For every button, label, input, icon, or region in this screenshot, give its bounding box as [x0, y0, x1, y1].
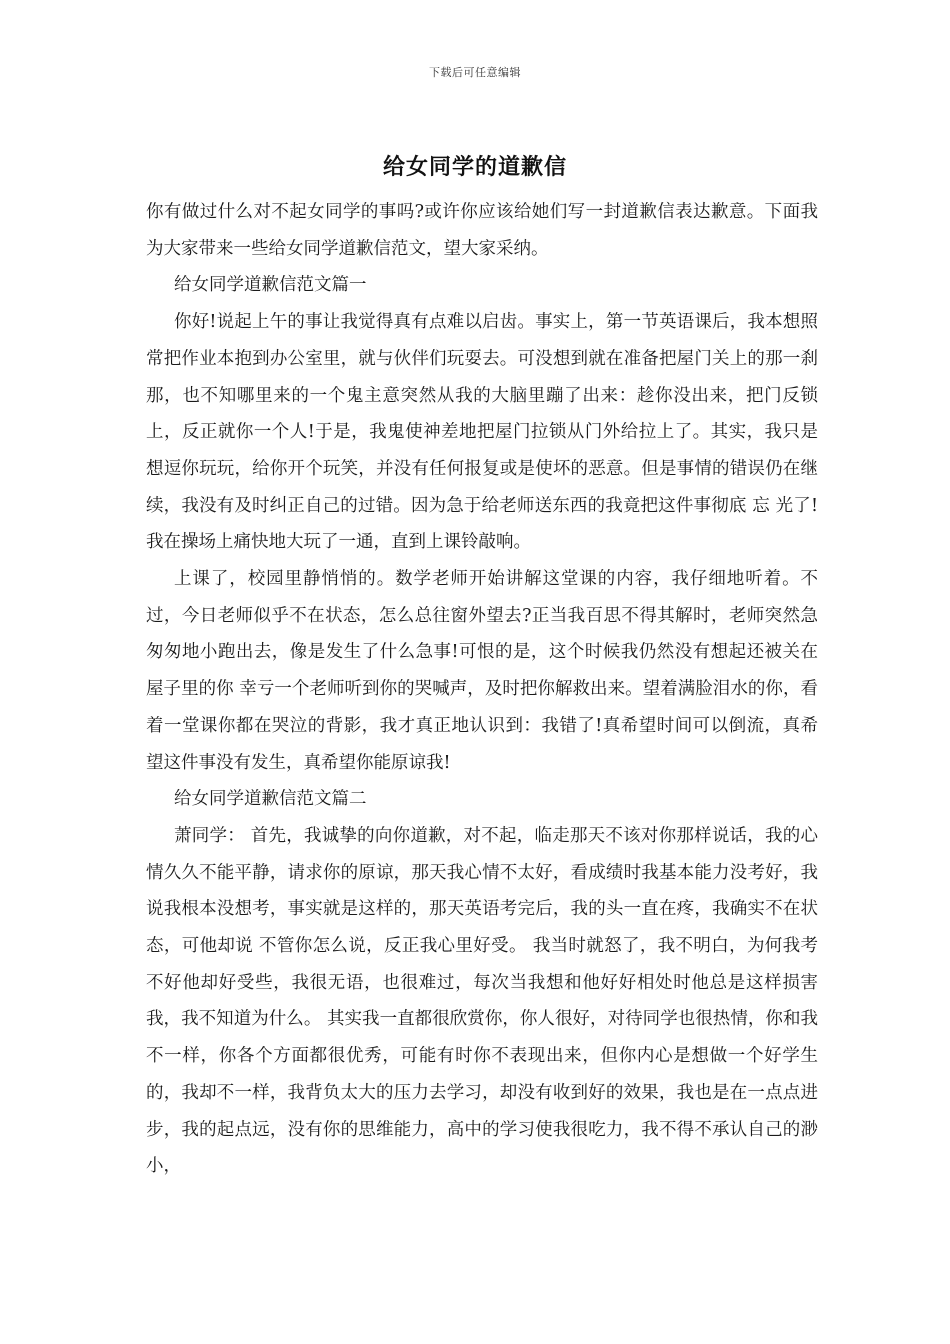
section-heading-1: 给女同学道歉信范文篇一	[174, 275, 367, 296]
body-paragraph: 你好!说起上午的事让我觉得真有点难以启齿。事实上，第一节英语课后，我本想照常把作业本抱到办公室里，就与伙伴们玩耍去。可没想到就在准备把屋门关上的那一刹那，也不知哪里来的一个鬼主意突然从我的大脑里蹦了出来：趁你没出来，把门反锁上，反正就你一个人!于是，我鬼使神差地把屋门拉锁从门外给拉上了。其实，我只是想逗你玩玩，给你开个玩笑，并没有任何报复或是使坏的恶意。但是事情的错误仍在继续，我没有及时纠正自己的过错。因为急于给老师送东西的我竟把这件事彻底 忘 光了!我在操场上痛快地大玩了一通，直到上课铃敲响。	[146, 312, 818, 553]
body-paragraph: 萧同学： 首先，我诚挚的向你道歉，对不起，临走那天不该对你那样说话，我的心情久久不能平静，请求你的原谅，那天我心情不太好，看成绩时我基本能力没考好，我说我根本没想考，事实就是这样的，那天英语考完后，我的头一直在疼，我确实不在状态，可他却说 不管你怎么说，反正我心里好受。 我当时就怒了，我不明白，为何我考不好他却好受些，我很无语，也很难过，每次当我想和他好好相处时他总是这样损害我，我不知道为什么。 其实我一直都很欣赏你，你人很好，对待同学也很热情，你和我不一样，你各个方面都很优秀，可能有时你不表现出来，但你内心是想做一个好学生的，我却不一样，我背负太大的压力去学习，却没有收到好的效果，我也是在一点点进步，我的起点远，没有你的思维能力，高中的学习使我很吃力，我不得不承认自己的渺小，	[146, 825, 818, 1177]
section-heading-2: 给女同学道歉信范文篇二	[174, 789, 367, 810]
body-paragraph: 上课了，校园里静悄悄的。数学老师开始讲解这堂课的内容，我仔细地听着。不过，今日老师似乎不在状态，怎么总往窗外望去?正当我百思不得其解时，老师突然急匆匆地小跑出去，像是发生了什么急事!可恨的是，这个时候我仍然没有想起还被关在屋子里的你 幸亏一个老师听到你的哭喊声，及时把你解救出来。望着满脸泪水的你，看着一堂课你都在哭泣的背影，我才真正地认识到：我错了!真希望时间可以倒流，真希望这件事没有发生，真希望你能原谅我!	[146, 569, 818, 773]
page-title: 给女同学的道歉信	[382, 154, 567, 180]
document-body	[146, 194, 818, 1185]
intro-paragraph: 你有做过什么对不起女同学的事吗?或许你应该给她们写一封道歉信表达歉意。下面我为大家带来一些给女同学道歉信范文，望大家采纳。	[146, 202, 818, 259]
header-note: 下载后可任意编辑	[429, 66, 521, 79]
